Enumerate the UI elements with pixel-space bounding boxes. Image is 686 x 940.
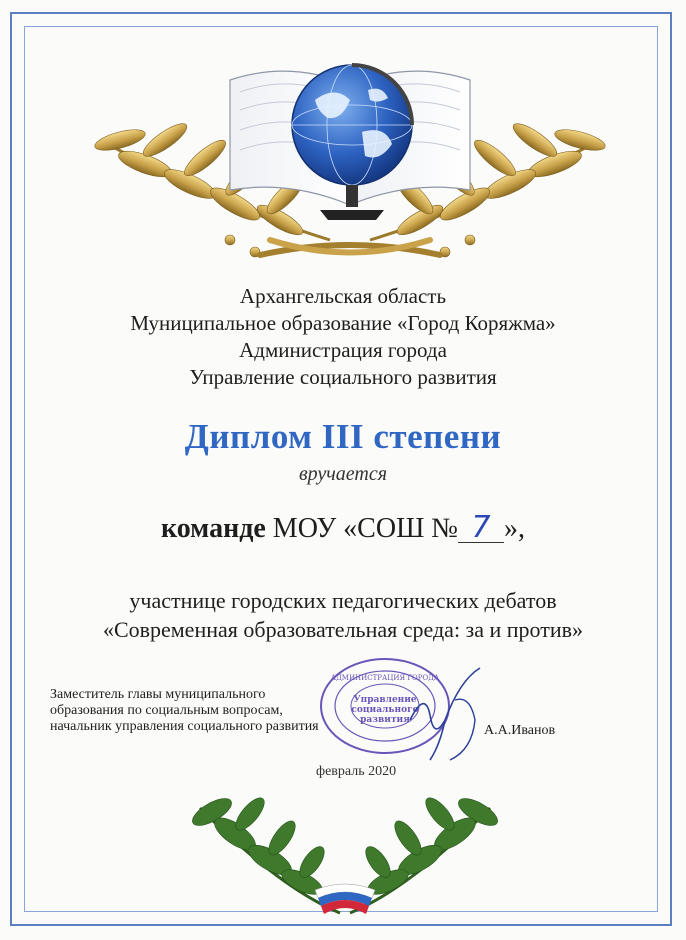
svg-text:АДМИНИСТРАЦИЯ ГОРОДА: АДМИНИСТРАЦИЯ ГОРОДА [330, 674, 440, 682]
administration-line: Администрация города [239, 338, 447, 362]
team-word: команде [160, 513, 266, 544]
position-line-1: Заместитель главы муниципального [50, 687, 266, 702]
participant-description [0, 586, 686, 644]
svg-text:Управление: Управление [353, 695, 417, 705]
globe [292, 65, 412, 220]
issuer-header [0, 283, 686, 391]
awarded-label: вручается [298, 463, 388, 485]
green-laurel-wreath [190, 778, 500, 928]
svg-text:развития: развития [360, 715, 410, 725]
signatory-position [50, 687, 319, 735]
signer-name: А.А.Иванов [484, 723, 556, 738]
team-line [0, 510, 686, 545]
region-line: Архангельская область [239, 284, 447, 308]
svg-text:социального: социального [351, 705, 419, 715]
participant-line-1: участнице городских педагогических дебатов [129, 588, 557, 613]
municipality-line: Муниципальное образование «Город Коряжма» [130, 311, 556, 335]
diploma-title: Диплом III степени [184, 417, 502, 456]
globe-book-laurel-emblem [80, 40, 620, 270]
issue-date: февраль 2020 [316, 764, 397, 779]
department-line: Управление социального развития [189, 365, 497, 389]
handwritten-signature [400, 660, 510, 770]
position-line-3: начальник управления социального развития [50, 719, 319, 734]
participant-line-2: «Современная образовательная среда: за и против» [102, 617, 584, 642]
school-number: 7 [458, 514, 504, 543]
school-prefix: МОУ «СОШ № [272, 513, 459, 544]
tricolor-ribbon [315, 884, 375, 914]
school-suffix: », [504, 513, 526, 544]
position-line-2: образования по социальным вопросам, [50, 703, 283, 718]
